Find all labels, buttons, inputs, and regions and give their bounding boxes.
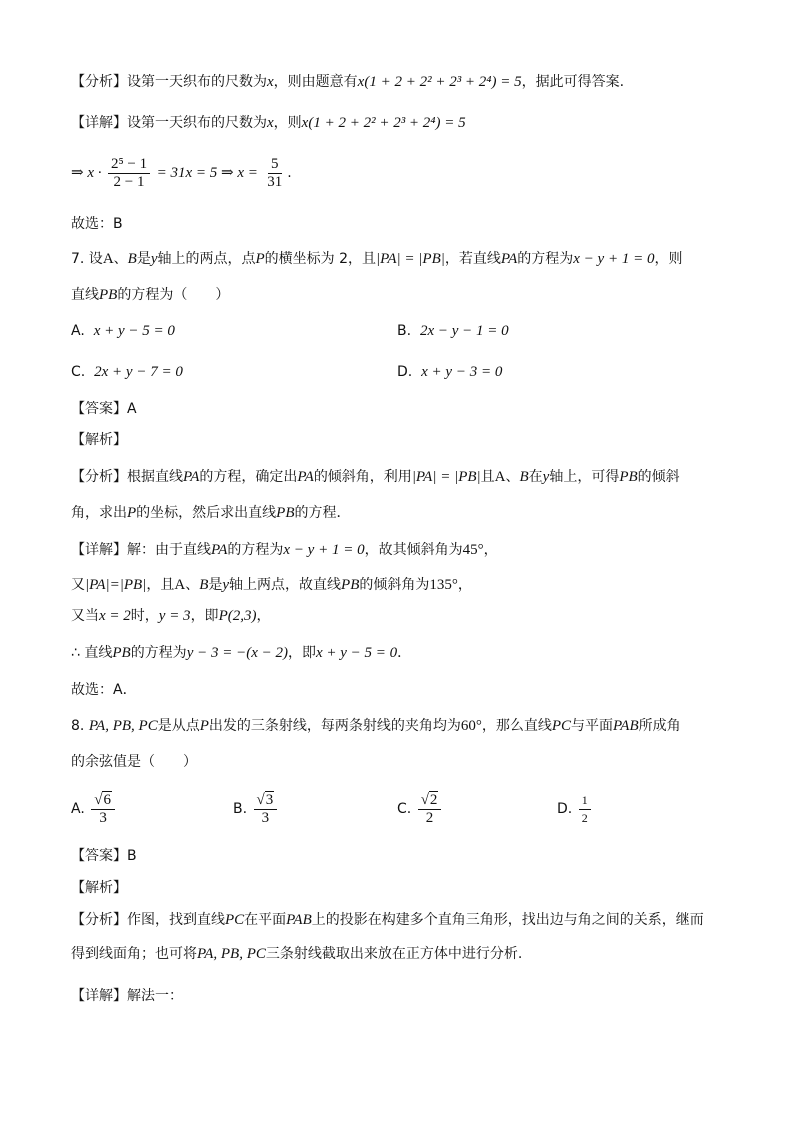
option-value: 2x − y − 1 = 0: [419, 323, 509, 339]
text: ，: [483, 542, 498, 558]
math-expression: x − y + 1 = 0: [573, 251, 655, 267]
math-expression: PA, PB, PC: [197, 946, 266, 962]
option-value: x + y − 3 = 0: [421, 364, 503, 380]
option-value: x + y − 5 = 0: [93, 323, 175, 339]
math-expression: = 31x = 5 ⇒ x =: [156, 165, 258, 181]
math-value: 135°: [429, 577, 458, 593]
q7-stem-line-2: [71, 285, 229, 305]
math-var: PAB: [613, 718, 639, 734]
text: ，则: [273, 115, 302, 131]
numerator: 5: [268, 156, 282, 174]
q8-jiexi: 【解析】: [71, 880, 127, 896]
text: 是: [208, 577, 223, 593]
text: ，若直线: [444, 251, 501, 267]
q7-detail-line-3: [71, 606, 270, 626]
text: 的横坐标为 2，且: [264, 251, 377, 267]
option-label: C.: [71, 364, 86, 380]
text: 与平面: [571, 718, 614, 734]
math-value: 60°: [460, 718, 482, 734]
math-var: B: [519, 469, 529, 485]
math-var: x: [267, 74, 274, 90]
text: 且: [480, 469, 495, 485]
text: ，那么直线: [481, 718, 552, 734]
text: ，且: [146, 577, 175, 593]
numerator: [418, 792, 442, 810]
denominator: 2: [425, 809, 434, 826]
text: 解：由于直线: [127, 542, 211, 558]
q8-option-a: [71, 788, 117, 830]
q7-detail-line-1: [71, 540, 498, 560]
math-var: PA: [211, 542, 228, 558]
sqrt-sign: √: [94, 791, 103, 808]
derivation-line: [71, 154, 292, 192]
math-var: y: [542, 469, 550, 485]
text: 的方程为: [130, 645, 187, 661]
numerator: 2⁵ − 1: [108, 156, 150, 174]
detail-tag: 【详解】: [71, 115, 127, 131]
math-expression: x = 2: [99, 608, 131, 624]
q8-option-c: [397, 788, 443, 830]
math-var: y: [150, 251, 158, 267]
q7-jiexi: 【解析】: [71, 432, 127, 448]
text: 、: [185, 577, 200, 593]
denominator: 3: [99, 809, 107, 826]
math-var: PC: [551, 718, 572, 734]
text: ，即: [190, 608, 219, 624]
numerator: [91, 792, 115, 810]
option-label: D.: [397, 364, 413, 380]
text: 的倾斜: [637, 469, 680, 485]
analysis-tag: 【分析】: [71, 469, 127, 485]
text: 在: [528, 469, 543, 485]
math-expression: PA, PB, PC: [88, 718, 158, 734]
q8-stem-line-1: [71, 716, 681, 736]
q7-choice: 故选：A．: [71, 682, 137, 698]
radicand: 3: [265, 791, 274, 808]
denominator: 2 − 1: [113, 173, 145, 190]
analysis-tag: 【分析】: [71, 912, 127, 928]
text: 轴上，可得: [549, 469, 620, 485]
q8-analysis-line-1: [71, 910, 704, 930]
q8-analysis-line-2: [71, 944, 522, 964]
text: 又当: [71, 608, 99, 624]
math-var: P: [127, 505, 137, 521]
text: ∴ 直线: [71, 645, 113, 661]
option-label: A.: [71, 323, 85, 339]
math-var: PA: [500, 251, 518, 267]
math-var: y: [222, 577, 230, 593]
math-expression: y − 3 = −(x − 2): [186, 645, 288, 661]
option-label: B.: [397, 323, 412, 339]
text: 直线: [71, 287, 99, 303]
text: ，则: [654, 251, 683, 267]
math-value: 45°: [462, 542, 484, 558]
text: 是从点: [157, 718, 200, 734]
text: 、: [113, 251, 128, 267]
text: 是: [136, 251, 151, 267]
text: 角，求出: [71, 505, 127, 521]
q8-stem-line-2: 的余弦值是（ ）: [71, 754, 197, 770]
math-var: A: [102, 251, 114, 267]
math-var: P: [199, 718, 209, 734]
math-expression: ⇒ x ·: [71, 165, 102, 181]
math-expression: x − y + 1 = 0: [283, 542, 365, 558]
text: 在平面: [244, 912, 287, 928]
detail-line-1: [71, 113, 466, 133]
text: 设第一天织布的尺数为: [127, 115, 267, 131]
option-value: 2x + y − 7 = 0: [94, 364, 183, 380]
text: ，: [256, 608, 271, 624]
sqrt-sign: √: [256, 791, 265, 808]
text: ，据此可得答案.: [521, 74, 625, 90]
text: 的坐标，然后求出直线: [136, 505, 277, 521]
radicand: 2: [429, 791, 438, 808]
numerator: [254, 792, 278, 810]
q8-option-d: [557, 788, 593, 830]
math-var: PB: [99, 287, 118, 303]
q7-option-a: [71, 321, 175, 341]
q7-analysis-line-2: [71, 503, 351, 523]
text: 8.: [71, 718, 85, 734]
math-var: PA: [183, 469, 200, 485]
text: 的方程为: [517, 251, 574, 267]
q8-detail: 【详解】解法一：: [71, 988, 183, 1004]
math-var: PB: [341, 577, 360, 593]
text: 、: [505, 469, 520, 485]
fraction: [108, 156, 150, 191]
option-label: C.: [397, 801, 412, 817]
text: 轴上两点，故直线: [229, 577, 342, 593]
math-expression: |PA| = |PB|: [411, 469, 481, 485]
fraction: [91, 792, 115, 827]
option-label: D.: [557, 801, 573, 817]
math-expression: x + y − 5 = 0: [315, 645, 398, 661]
text: 的方程，确定出: [199, 469, 298, 485]
fraction: [264, 156, 285, 191]
denominator: 2: [581, 810, 588, 825]
option-label: A.: [71, 801, 85, 817]
q7-detail-line-2: [71, 575, 472, 595]
q8-answer: 【答案】B: [71, 848, 137, 864]
sqrt-sign: √: [420, 791, 429, 808]
text: ，则由题意有: [273, 74, 358, 90]
text: 的方程．: [294, 505, 351, 521]
text: 的方程为: [227, 542, 284, 558]
option-label: B.: [233, 801, 248, 817]
text: 得到线面角；也可将: [71, 946, 197, 962]
q7-stem-line-1: [71, 249, 682, 269]
q7-answer: 【答案】A: [71, 401, 137, 417]
text: 所成角: [638, 718, 681, 734]
math-var: B: [127, 251, 137, 267]
math-expression: |PA| = |PB|: [376, 251, 445, 267]
text: 的倾斜角为: [359, 577, 430, 593]
fraction: [254, 792, 278, 827]
text: 根据直线: [127, 469, 183, 485]
math-var: A: [494, 469, 506, 485]
q7-option-c: [71, 362, 183, 382]
fraction: [418, 792, 442, 827]
text: .: [287, 165, 292, 181]
text: 的方程为（ ）: [117, 287, 230, 303]
text: 上的投影在构建多个直角三角形，找出边与角之间的关系，继而: [311, 912, 704, 928]
fraction: [579, 792, 591, 827]
denominator: 31: [267, 173, 283, 190]
math-var: PC: [225, 912, 245, 928]
math-var: PAB: [286, 912, 312, 928]
math-expression: |PA|=|PB|: [85, 577, 147, 593]
choice-line: 故选：B: [71, 216, 123, 232]
analysis-line-1: [71, 72, 624, 92]
math-var: A: [174, 577, 186, 593]
text: 三条射线截取出来放在正方体中进行分析.: [265, 946, 523, 962]
math-var: x: [267, 115, 274, 131]
text: 轴上的两点，点: [157, 251, 256, 267]
math-var: P: [255, 251, 265, 267]
q7-detail-line-4: [71, 643, 411, 663]
numerator: 1: [579, 792, 591, 810]
math-var: PB: [276, 505, 295, 521]
text: 时，: [130, 608, 159, 624]
text: 又: [71, 577, 85, 593]
math-var: PA: [297, 469, 314, 485]
q7-option-b: [397, 321, 509, 341]
math-expression: y = 3: [158, 608, 191, 624]
q8-option-b: [233, 788, 279, 830]
radicand: 6: [103, 791, 111, 808]
math-var: B: [199, 577, 209, 593]
text: 作图，找到直线: [127, 912, 225, 928]
math-var: PB: [619, 469, 638, 485]
math-expression: x(1 + 2 + 2² + 2³ + 2⁴) = 5: [301, 115, 466, 131]
text: 7. 设: [71, 251, 103, 267]
detail-tag: 【详解】: [71, 542, 127, 558]
q7-option-d: [397, 362, 502, 382]
math-expression: P(2,3): [218, 608, 257, 624]
text: ，: [457, 577, 472, 593]
text: ．: [397, 645, 412, 661]
text: ，故其倾斜角为: [364, 542, 463, 558]
text: 设第一天织布的尺数为: [127, 74, 267, 90]
denominator: 3: [261, 809, 270, 826]
text: 出发的三条射线，每两条射线的夹角均为: [208, 718, 461, 734]
text: ，即: [287, 645, 316, 661]
math-var: PB: [112, 645, 131, 661]
text: 的倾斜角，利用: [313, 469, 412, 485]
math-expression: x(1 + 2 + 2² + 2³ + 2⁴) = 5: [357, 74, 522, 90]
q7-analysis-line-1: [71, 467, 680, 487]
analysis-tag: 【分析】: [71, 74, 127, 90]
